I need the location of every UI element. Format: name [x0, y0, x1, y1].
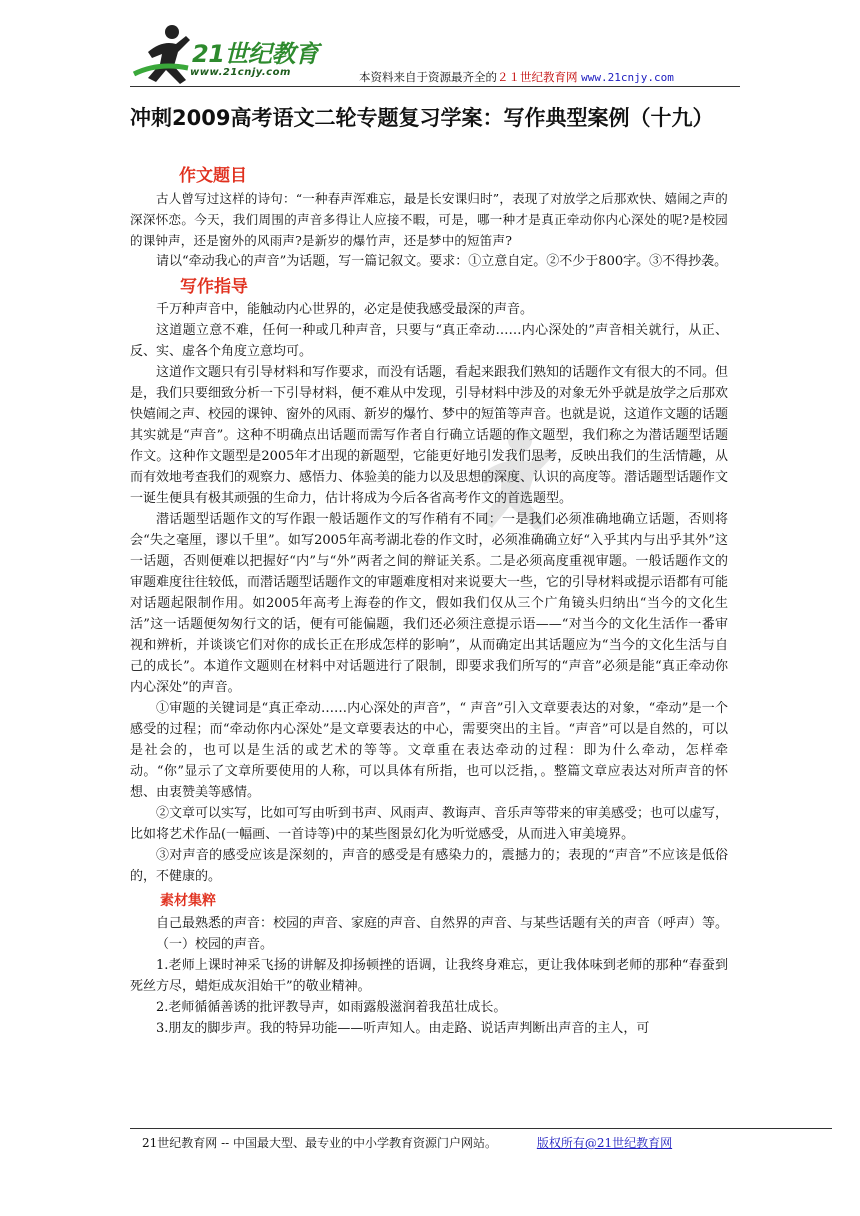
footer-text: 21世纪教育网 -- 中国最大型、最专业的中小学教育资源门户网站。	[142, 1136, 498, 1150]
footer-divider	[130, 1128, 832, 1129]
header-url-link[interactable]: www.21cnjy.com	[581, 71, 674, 84]
header-site-link[interactable]: ２１世纪教育网	[497, 70, 578, 84]
header-divider	[130, 86, 740, 87]
page-footer	[142, 1134, 672, 1151]
page-header	[128, 22, 748, 92]
guide-paragraph: ②文章可以实写，比如可写由听到书声、风雨声、教诲声、音乐声等带来的审美感受；也可以虚写，比如将艺术作品(一幅画、一首诗等)中的某些图景幻化为听觉感受，从而进入审美境界。	[130, 806, 729, 842]
logo-wordmark: 21世纪教育	[192, 40, 319, 68]
header-source-note	[359, 69, 674, 85]
section-heading-material: 素材集粹	[160, 893, 216, 909]
material-paragraph: 自己最熟悉的声音：校园的声音、家庭的声音、自然界的声音、与某些话题有关的声音（呼声）等。	[156, 916, 729, 931]
site-logo	[128, 22, 338, 88]
material-paragraph: （一）校园的声音。	[156, 937, 274, 952]
material-paragraph: 2.老师循循善诱的批评教导声，如雨露般滋润着我茁壮成长。	[156, 1000, 507, 1015]
guide-paragraph: 这道题立意不难，任何一种或几种声音，只要与“真正牵动……内心深处的”声音相关就行，从正、反、实、虚各个角度立意均可。	[130, 323, 728, 359]
guide-paragraph: 千万种声音中，能触动内心世界的，必定是使我感受最深的声音。	[156, 302, 534, 317]
document-body	[130, 164, 728, 1039]
guide-paragraph: 这道作文题只有引导材料和写作要求，而没有话题，看起来跟我们熟知的话题作文有很大的不同。但是，我们只要细致分析一下引导材料，便不难从中发现，引导材料中涉及的对象无外乎就是放学之后那欢快嬉闹之声、校园的课钟、窗外的风雨、新岁的爆竹、梦中的短笛等声音。也就是说，这道作文题的话题其实就是“声音”。这种不明确点出话题而需写作者自行确立话题的作文题型，我们称之为潜话题型话题作文。这种作文题型是2005年才出现的新题型，它能更好地引发我们思考，反映出我们的生活情趣，从而有效地考查我们的观察力、感悟力、体验美的能力以及思想的深度、认识的高度等。潜话题型话题作文一诞生便具有极其顽强的生命力，估计将成为今后各省高考作文的首选题型。	[130, 365, 729, 506]
topic-paragraph: 古人曾写过这样的诗句：“一种春声浑难忘，最是长安课归时”，表现了对放学之后那欢快、嬉闹之声的深深怀恋。今天，我们周围的声音多得让人应接不暇，可是，哪一种才是真正牵动你内心深处的呢?是校园的课钟声，还是窗外的风雨声?是新岁的爆竹声，还是梦中的短笛声?	[130, 191, 728, 248]
watermark-logo-icon	[440, 420, 590, 540]
footer-copyright-link[interactable]: 版权所有@21世纪教育网	[536, 1136, 673, 1150]
logo-url: www.21cnjy.com	[190, 67, 291, 78]
guide-paragraph: ③对声音的感受应该是深刻的，声音的感受是有感染力的，震撼力的；表现的“声音”不应该是低俗的，不健康的。	[130, 848, 728, 884]
material-paragraph: 3.朋友的脚步声。我的特异功能——听声知人。由走路、说话声判断出声音的主人，可	[156, 1021, 650, 1036]
topic-paragraph: 请以“牵动我心的声音”为话题，写一篇记叙文。要求：①立意自定。②不少于800字。③不得抄袭。	[156, 254, 728, 269]
header-note-prefix: 本资料来自于资源最齐全的	[359, 70, 497, 84]
material-paragraph: 1.老师上课时神采飞扬的讲解及抑扬顿挫的语调，让我终身难忘，更让我体味到老师的那种“春蚕到死丝方尽，蜡炬成灰泪始干”的敬业精神。	[130, 958, 728, 994]
guide-paragraph: 潜话题型话题作文的写作跟一般话题作文的写作稍有不同：一是我们必须准确地确立话题，否则将会“失之毫厘，谬以千里”。如写2005年高考湖北卷的作文时，必须准确确立好“入乎其内与出乎其外”这一话题，否则便难以把握好“内”与“外”两者之间的辩证关系。二是必须高度重视审题。一般话题作文的审题难度往往较低，而潜话题型话题作文的审题难度相对来说要大一些，它的引导材料或提示语都有可能对话题起限制作用。如2005年高考上海卷的作文，假如我们仅从三个广角镜头归纳出“当今的文化生活”这一话题便匆匆行文的话，便有可能偏题，我们还必须注意提示语——“对当今的文化生活作一番审视和辨析，并谈谈它们对你的成长正在形成怎样的影响”，从而确定出其话题应为“当今的文化生活与自己的成长”。本道作文题则在材料中对话题进行了限制，即要求我们所写的“声音”必须是能“真正牵动你内心深处”的声音。	[130, 512, 729, 695]
page-title: 冲刺2009高考语文二轮专题复习学案：写作典型案例（十九）	[130, 106, 714, 130]
guide-paragraph: ①审题的关键词是“真正牵动……内心深处的声音”，“ 声音”引入文章要表达的对象，“牵动”是一个感受的过程；而“牵动你内心深处”是文章要表达的中心，需要突出的主旨。“声音”可以是自然的，可以是社会的，也可以是生活的或艺术的等等。文章重在表达牵动的过程：即为什么牵动，怎样牵动。“你”显示了文章所要使用的人称，可以具体有所指，也可以泛指，。整篇文章应表达对所声音的怀想、由衷赞美等感情。	[130, 701, 728, 800]
section-heading-guide: 写作指导	[180, 277, 248, 297]
section-heading-topic: 作文题目	[179, 166, 247, 186]
